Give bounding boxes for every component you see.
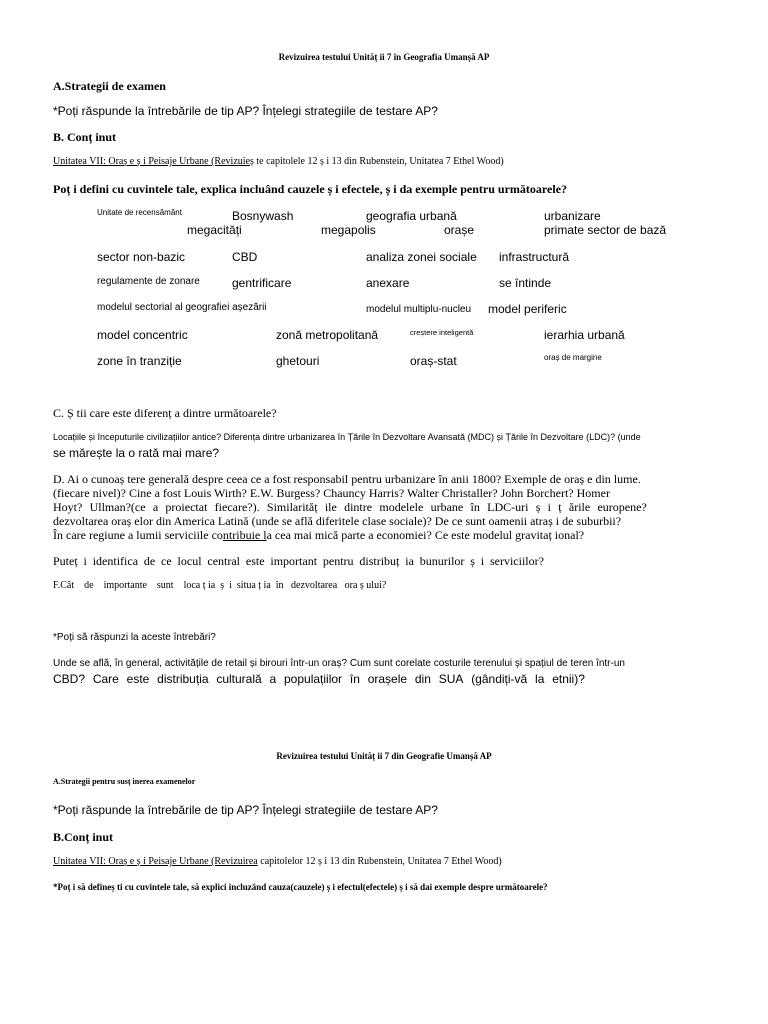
word: a <box>152 500 159 514</box>
define-question: Poț i defini cu cuvintele tale, explica incluând cauzele ș i efectele, ș i da exemple pentru următoarele? <box>53 182 568 196</box>
c-line-2: se mărește la o rată mai mare? <box>53 446 220 460</box>
term: megapolis <box>321 223 376 237</box>
word: Care <box>92 672 119 686</box>
word: identifica <box>92 554 139 568</box>
section-c-heading: C. Ș tii care este diferenț a dintre următoarele? <box>53 406 277 420</box>
word: SUA <box>438 672 464 686</box>
term: anexare <box>366 276 410 290</box>
term: zone în tranziție <box>97 354 182 368</box>
word: urbane <box>430 500 464 514</box>
term: modelul sectorial al geografiei așezării <box>97 302 267 313</box>
word: bunurilor <box>419 554 465 568</box>
d-line-5-underlined: ntribuie l <box>222 528 267 542</box>
word: CBD? <box>53 672 86 686</box>
term: ierarhia urbană <box>544 328 625 342</box>
term: ghetouri <box>276 354 320 368</box>
term: gentrificare <box>232 276 292 290</box>
term: oraș de margine <box>544 353 602 362</box>
word: Puteț <box>53 554 78 568</box>
retail-line-2 <box>53 672 585 686</box>
unit-line-rest: ș te capitolele 12 ș i 13 din Rubenstein, Unitatea 7 Ethel Wood) <box>249 156 504 167</box>
unit-line-2-rest: capitolelor 12 ș i 13 din Rubenstein, Unitatea 7 Ethel Wood) <box>257 856 502 867</box>
word: i <box>83 554 87 568</box>
word: fiecare?). <box>214 500 260 514</box>
word: i <box>547 500 552 514</box>
word: dintre <box>344 500 373 514</box>
term: zonă metropolitană <box>276 328 379 342</box>
term: modelul multiplu-nucleu <box>366 304 472 315</box>
c-line-1: Locațiile și începuturile civilizațiilor antice? Diferența dintre urbanizarea în Țările în Dezvoltare Avansată (MDC) și Țările în Dezvoltare (LDC)? (unde <box>53 432 641 442</box>
d-line-5 <box>53 528 584 543</box>
ap-question-2: *Poți răspunde la întrebările de tip AP? Înțelegi strategiile de testare AP? <box>53 803 438 817</box>
section-a-heading-2: A.Strategii pentru susț inerea examenelor <box>53 777 196 786</box>
word: etnii)? <box>552 672 585 686</box>
word: culturală <box>216 672 262 686</box>
word: a <box>269 672 277 686</box>
term: Unitate de recensământ <box>97 208 182 217</box>
word: pentru <box>322 554 354 568</box>
word: Ullman?(ce <box>89 500 146 514</box>
word: (gândiți-vă <box>471 672 528 686</box>
unit-line <box>53 156 504 167</box>
term: oraș-stat <box>410 354 457 368</box>
unit-line-2-underlined: Unitatea VII: Oraș e ș i Peisaje Urbane (Revizuirea <box>53 856 258 867</box>
term: geografia urbană <box>366 209 457 223</box>
term: sector non-bazic <box>97 250 186 264</box>
term: urbanizare <box>544 209 601 223</box>
word: ș <box>470 554 475 568</box>
term: model periferic <box>488 302 567 316</box>
retail-line-1: Unde se află, în general, activitățile de retail și birouri într-un oraș? Cum sunt corelate costurile terenului și spațiul de teren într-un <box>53 658 625 669</box>
f-line: F.Cât de importante sunt loca ț ia ș i situa ț ia în dezvoltarea ora ș ului? <box>53 580 387 591</box>
term: regulamente de zonare <box>97 276 200 287</box>
section-b-heading: B. Conț inut <box>53 130 117 144</box>
term: se întinde <box>499 276 552 290</box>
term: megacități <box>187 223 242 237</box>
term: orașe <box>444 223 475 237</box>
d-line-1: D. Ai o cunoaș tere generală despre ceea ce a fost responsabil pentru urbanizare în anii 1800? Exemple de oraș e din lume. <box>53 472 641 486</box>
term: CBD <box>232 250 258 264</box>
term: analiza zonei sociale <box>366 250 477 264</box>
word: ările <box>568 500 591 514</box>
word: ce <box>161 554 172 568</box>
word: de <box>143 554 156 568</box>
d-line-5-part-b: a cea mai mică parte a economiei? Ce este modelul gravitaț ional? <box>266 528 585 542</box>
word: populațiilor <box>284 672 343 686</box>
word: Hoyt? <box>53 500 83 514</box>
unit-line-underlined: Unitatea VII: Oraș e ș i Peisaje Urbane (Revizuie <box>53 156 250 167</box>
word: orașele <box>367 672 408 686</box>
word: LDC-uri <box>487 500 529 514</box>
d-line-2: (fiecare nivel)? Cine a fost Louis Wirth? E.W. Burgess? Chauncy Harris? Walter Christaller? John Borchert? Homer <box>53 486 610 500</box>
word: este <box>126 672 150 686</box>
word: important <box>270 554 318 568</box>
term: Bosnywash <box>232 209 294 223</box>
word: ț <box>558 500 562 514</box>
answer-question: *Poți să răspunzi la aceste întrebări? <box>53 632 216 643</box>
term: model concentric <box>97 328 188 342</box>
d-line-3 <box>53 500 647 515</box>
word: modelele <box>379 500 424 514</box>
word: distribuț <box>359 554 400 568</box>
unit-line-2 <box>53 856 502 867</box>
word: ile <box>324 500 337 514</box>
word: este <box>245 554 265 568</box>
d-line-5-part-a: În care regiune a lumii serviciile co <box>53 528 223 542</box>
term: creștere inteligentă <box>410 328 474 337</box>
page-2-title: Revizuirea testului Unităț ii 7 din Geografie Umanșă AP <box>276 751 492 761</box>
word: distribuția <box>157 672 209 686</box>
ap-question: *Poți răspunde la întrebările de tip AP? Înțelegi strategiile de testare AP? <box>53 104 438 118</box>
word: locul <box>177 554 202 568</box>
word: din <box>414 672 431 686</box>
word: serviciilor? <box>489 554 544 568</box>
word: proiectat <box>165 500 208 514</box>
section-a-heading: A.Strategii de examen <box>53 79 166 93</box>
term: primate sector de bază <box>544 223 667 237</box>
page-title: Revizuirea testului Unităț ii 7 în Geografia Umanșă AP <box>278 52 490 62</box>
word: în <box>349 672 360 686</box>
word: Similarităț <box>266 500 318 514</box>
word: ș <box>535 500 541 514</box>
central-place-question <box>53 554 544 569</box>
term: infrastructură <box>499 250 570 264</box>
d-line-4: dezvoltarea oraș elor din America Latină (unde se află diferitele clase sociale)? De ce sunt oamenii atraș i de suburbii? <box>53 514 622 528</box>
define-question-2: *Poț i să defineș ti cu cuvintele tale, să explici incluzând cauza(cauzele) ș i efectul(efectele) ș i să dai exemple despre următoarele? <box>53 882 548 892</box>
word: i <box>480 554 485 568</box>
section-b-heading-2: B.Conț inut <box>53 830 114 844</box>
word: central <box>207 554 241 568</box>
word: ia <box>405 554 414 568</box>
word: în <box>470 500 480 514</box>
word: la <box>535 672 545 686</box>
word: europene? <box>597 500 647 514</box>
